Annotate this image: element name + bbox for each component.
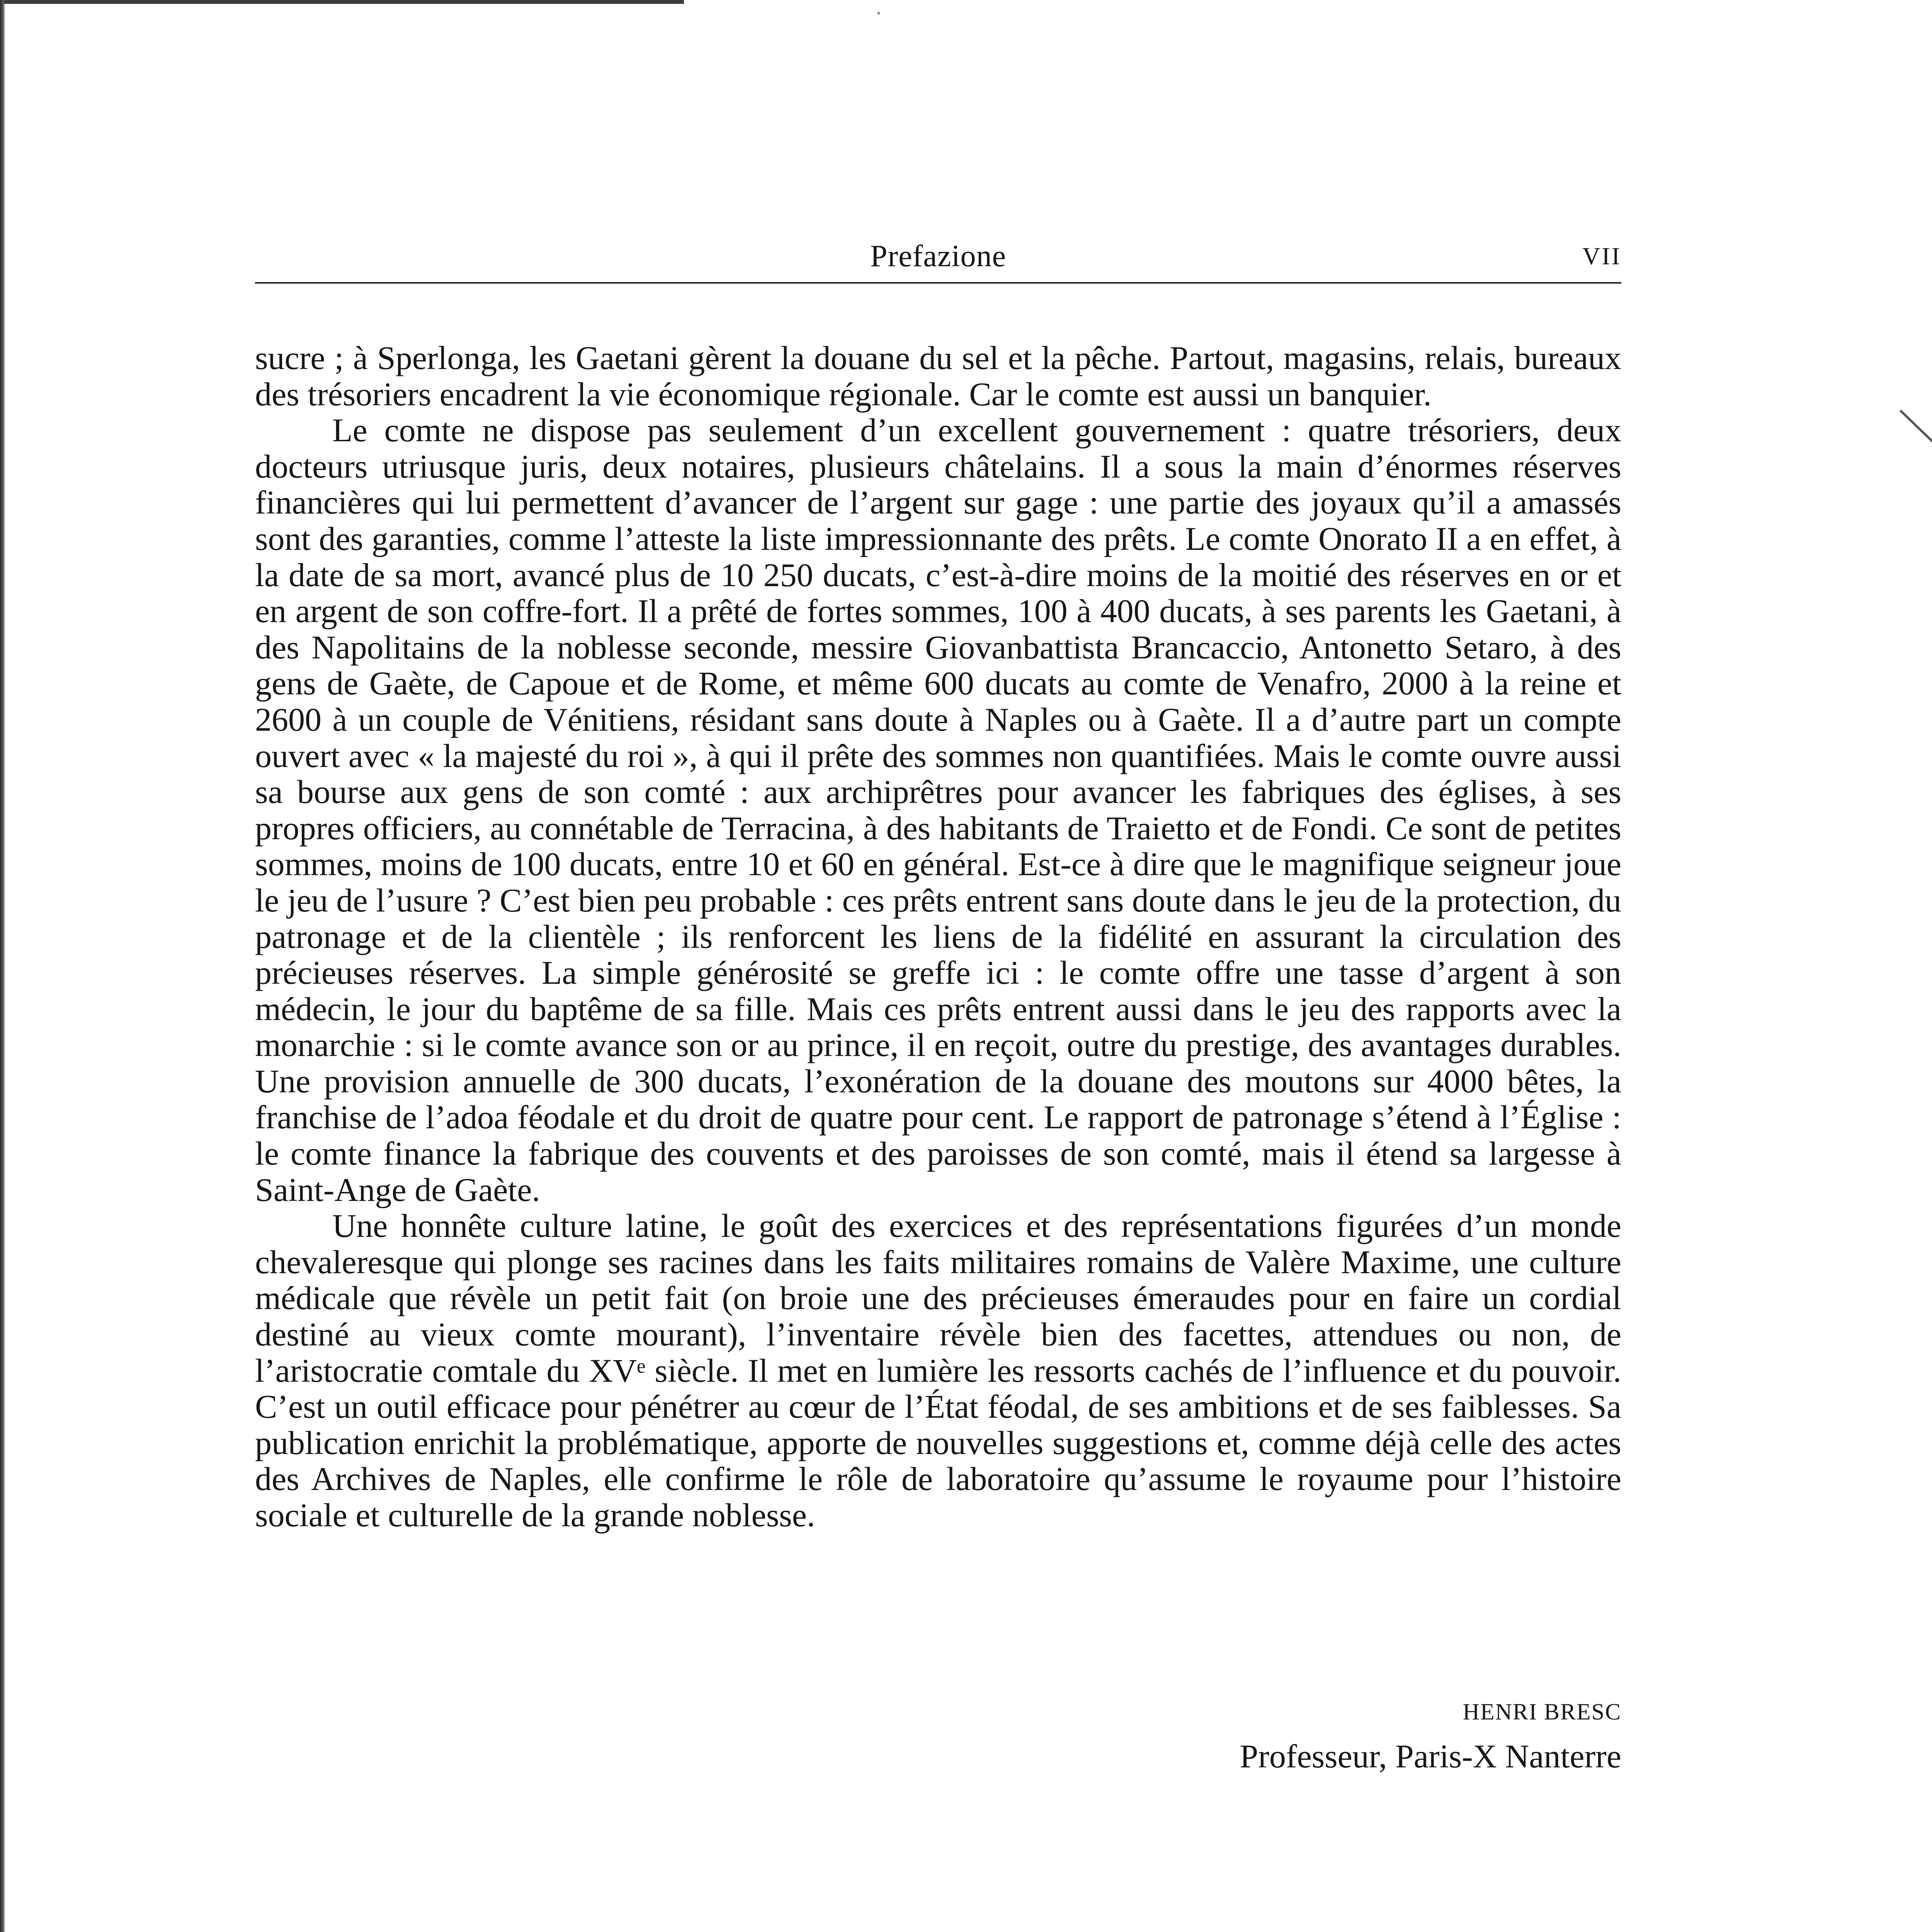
scan-edge-left	[0, 0, 5, 1932]
page-number: VII	[1582, 242, 1621, 270]
author-affiliation: Professeur, Paris-X Nanterre	[1240, 1738, 1621, 1775]
running-header	[255, 232, 1621, 284]
body-text	[255, 340, 1621, 1534]
scan-margin-mark	[1900, 410, 1932, 468]
paragraph-loans: Le comte ne dispose pas seulement d’un excellent gouvernement : quatre trésoriers, deux docteurs utriusque juris, deux notaires, plusieurs châtelains. Il a sous la main d’énormes réserves financières qui lui permettent d’avancer de l’argent sur gage : une partie des joyaux qu’il a amassés sont des garanties, comme l’atteste la liste impressionnante des prêts. Le comte Onorato II a en effet, à la date de sa mort, avancé plus de 10 250 ducats, c’est-à-dire moins de la moitié des réserves en or et en argent de son coffre-fort. Il a prêté de fortes sommes, 100 à 400 ducats, à ses parents les Gaetani, à des Napolitains de la noblesse seconde, messire Giovanbattista Brancaccio, Antonetto Setaro, à des gens de Gaète, de Capoue et de Rome, et même 600 ducats au comte de Venafro, 2000 à la reine et 2600 à un couple de Vénitiens, résidant sans doute à Naples ou à Gaète. Il a d’autre part un compte ouvert avec « la majesté du roi », à qui il prête des sommes non quantifiées. Mais le comte ouvre aussi sa bourse aux gens de son comté : aux archiprêtres pour avancer les fabriques des églises, à ses propres officiers, au connétable de Terracina, à des habitants de Traietto et de Fondi. Ce sont de petites sommes, moins de 100 ducats, entre 10 et 60 en général. Est-ce à dire que le magnifique seigneur joue le jeu de l’usure ? C’est bien peu probable : ces prêts entrent sans doute dans le jeu de la protection, du patronage et de la clientèle ; ils renforcent les liens de la fidélité en assurant la circulation des précieuses réserves. La simple générosité se greffe ici : le comte offre une tasse d’argent à son médecin, le jour du baptême de sa fille. Mais ces prêts entrent aussi dans le jeu des rapports avec la monarchie : si le comte avance son or au prince, il en reçoit, outre du prestige, des avantages durables. Une provision annuelle de 300 ducats, l’exonération de la douane des moutons sur 4000 bêtes, la franchise de l’adoa féodale et du droit de quatre pour cent. Le rapport de patronage s’étend à l’Église : le comte finance la fabrique des couvents et des paroisses de son comté, mais il étend sa largesse à Saint-Ange de Gaète.	[255, 412, 1621, 1208]
scan-edge-top	[0, 0, 684, 4]
signature-block	[255, 1689, 1621, 1777]
scan-speck	[877, 12, 880, 15]
author-name: HENRI BRESC	[1463, 1699, 1621, 1725]
running-title: Prefazione	[870, 239, 1007, 273]
paragraph-culture: Une honnête culture latine, le goût des exercices et des représentations figurées d’un monde chevaleresque qui plonge ses racines dans les faits militaires romains de Valère Maxime, une culture médicale que révèle un petit fait (on broie une des précieuses émeraudes pour en faire un cordial destiné au vieux comte mourant), l’inventaire révèle bien des facettes, attendues ou non, de l’aristocratie comtale du XVᵉ siècle. Il met en lumière les ressorts cachés de l’influence et du pouvoir. C’est un outil efficace pour pénétrer au cœur de l’État féodal, de ses ambitions et de ses faiblesses. Sa publication enrichit la problématique, apporte de nouvelles suggestions et, comme déjà celle des actes des Archives de Naples, elle confirme le rôle de laboratoire qu’assume le royaume pour l’histoire sociale et culturelle de la grande noblesse.	[255, 1207, 1621, 1534]
paragraph-continued: sucre ; à Sperlonga, les Gaetani gèrent la douane du sel et la pêche. Partout, magasins, relais, bureaux des trésoriers encadrent la vie économique régionale. Car le comte est aussi un banquier.	[255, 339, 1621, 413]
